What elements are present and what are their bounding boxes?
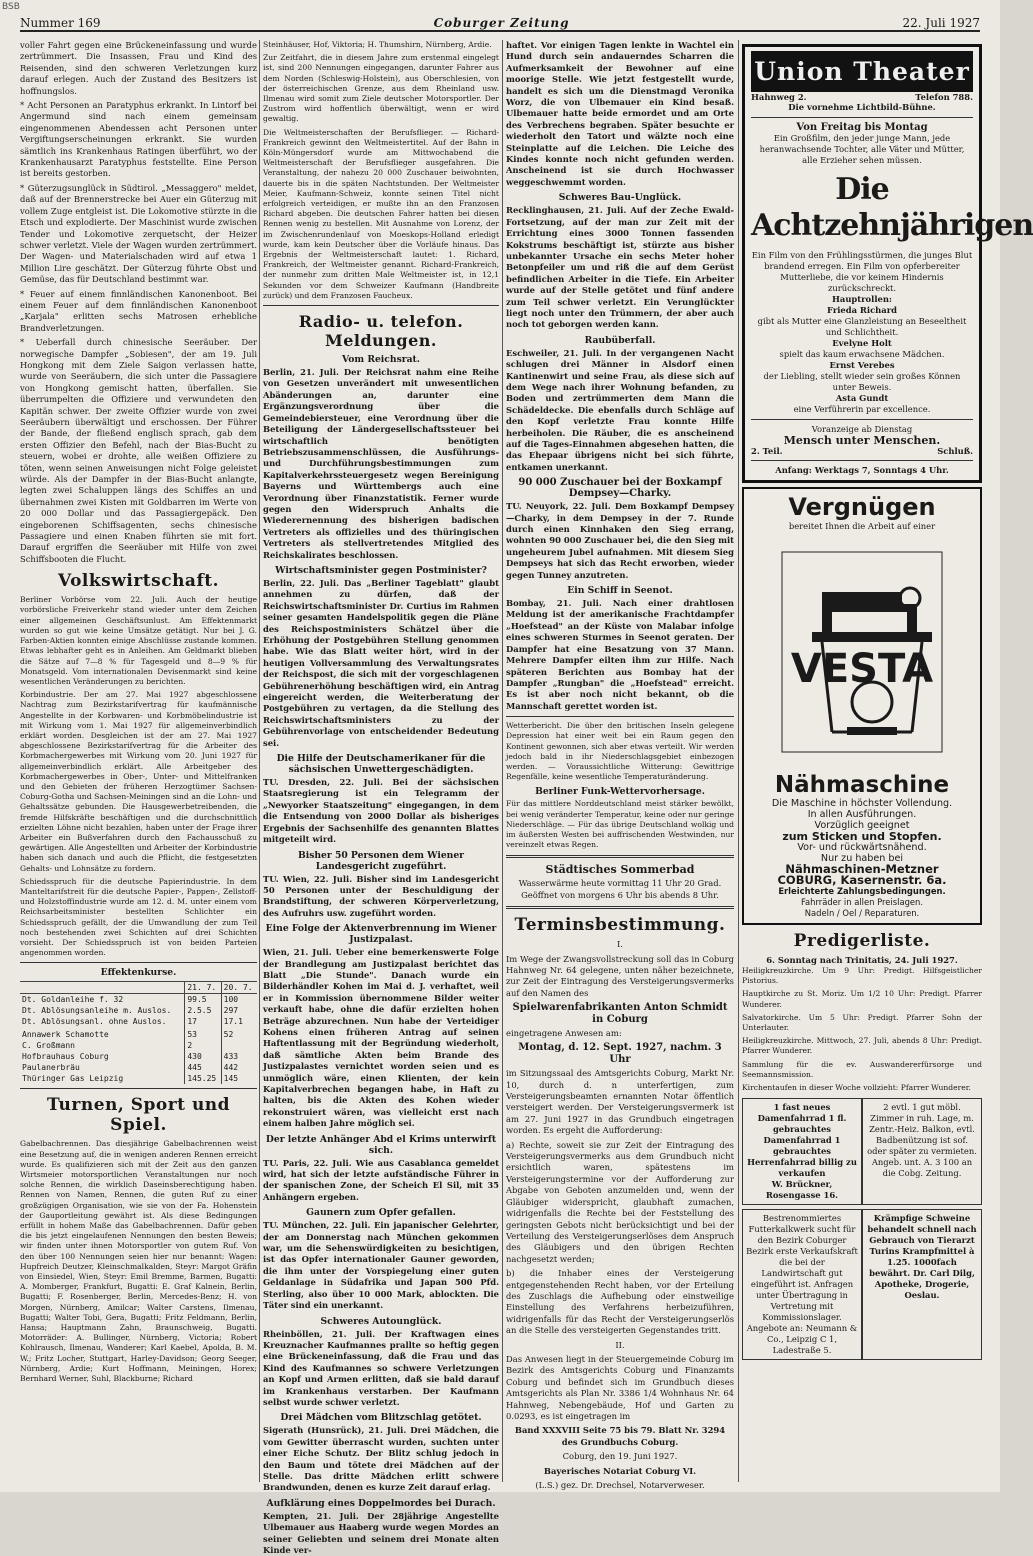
article-text: Sigerath (Hunsrück), 21. Juli. Drei Mädchen, die vom Gewitter überrascht wurden, suchten unter einer Eiche Schutz. Der Blitz schlug jedoch in den Baum und tötete drei Mädchen auf der Stelle. Das dritte Mädchen erlitt schwere Brandwunden, denen es kurze Zeit darauf erlag.	[263, 1425, 499, 1493]
ad-dealer: Nähmaschinen-Metzner	[785, 862, 939, 876]
ad-cast-name: Asta Gundt	[835, 393, 889, 403]
table-cell: 430	[185, 1051, 221, 1062]
notice-owner: Spielwarenfabrikanten Anton Schmidt in Coburg	[512, 1002, 728, 1025]
article-text: Korbindustrie. Der am 27. Mai 1927 abgeschlossene Nachtrag zum Bezirkstarifvertrag für kaufmännische Angestellte in der Korbwaren- und Korbmöbelindustrie ist mit Wirkung vom 1. Mai 1927 für allgemeinverbindlich erklärt worden. Desgleichen ist der am 27. Mai 1927 abgeschlossene Bezirkstarifvertrag für die Arbeiter des Korbmachergewerbes mit Wirkung vom 20. Juni 1927 für allgemeinverbindlich erklärt. Alle Arbeitgeber des Korbmachergewerbes in Ober-, Unter- und Mittelfranken und den Gebieten der früheren Herzogtümer Sachsen-Coburg-Gotha und Sachsen-Meiningen sind an die Lohn- und Gehaltssätze gebunden. Die Hausgewerbetreibenden, die fremde Hilfskräfte beschäftigen und die durchschnittlich erzielten Löhne nicht bezahlen, haben unter der Frage ihrer Arbeiter ein Bußverfahren durch den Fachausschuß zu gewärtigen. Alle Angestellten und Arbeiter der Korbindustrie haben sich danach und auch die Pflicht, die festgesetzten Gehalts- und Lohnsätze zu fordern.	[20, 690, 257, 873]
notice-signature-name: (L.S.) gez. Dr. Drechsel, Notarverweser.	[535, 1480, 705, 1491]
notice-text: im Sitzungssaal des Amtsgerichts Coburg, Markt Nr. 10, durch d. n unterfertigen, zum Versteigerungsbeamten ernannten Notar öffentlich versteigert werden. Der Versteigerungsvermerk ist am 27. Juni 1927 in das Grundbuch eingetragen worden. Es ergeht die Aufforderung:	[506, 1068, 734, 1136]
table-cell: 99.5	[185, 994, 221, 1006]
table-cell	[20, 982, 185, 994]
small-ads	[742, 1096, 982, 1362]
column-rule	[259, 40, 260, 1482]
table-row	[20, 1005, 257, 1016]
ad-address-row	[751, 92, 973, 102]
table-row	[20, 1062, 257, 1073]
article-text: Die Weltmeisterschaften der Berufsflieger. — Richard-Frankreich gewinnt den Weltmeistertitel. Auf der Bahn in Köln-Müngersdorf wurde am Mittwochabend die Weltmeisterschaft der Berufsflieger ausgefahren. Die Veranstaltung, der nahezu 20 000 Zuschauer beiwohnten, dauerte bis in die späten Nachtstunden. Der Weltmeister Meier, Kaufmann-Schweiz, konnte seinen Titel nicht erfolgreich verteidigen, er mußte ihn an den Franzosen Richard abgeben. Die deutschen Fahrer hatten bei diesen Rennen wenig zu bestellen. Mit Ausnahme von Lorenz, der im Zwischenrundenlauf von Moeskops-Holland erledigt wurde, kam kein Deutscher über die Vorläufe hinaus. Das Ergebnis der Weltmeisterschaft lautet: 1. Richard, Frankreich, der Weltmeister genannt. Richard-Frankreich, der nunmehr zum dritten Male Weltmeister ist, in 12,1 Sekunden vor dem Schweizer Kaufmann (Handbreite zurück) und dem Franzosen Faucheux.	[263, 127, 499, 300]
section-heading-volkswirtschaft: Volkswirtschaft.	[57, 571, 220, 592]
article-text: TU. Neuyork, 22. Juli. Dem Boxkampf Dempsey—Charky, in dem Dempsey in der 7. Runde durch einen Kinnhaken den Sieg errang, wohnten 90 000 Zuschauer bei, die den Sieg mit ungeheurem Jubel aufnahmen. Mit diesem Sieg Dempseys hat sich das Recht erworben, wieder gegen Tunney anzutreten.	[506, 501, 734, 580]
table-row	[20, 1029, 257, 1040]
table-cell: 52	[221, 1029, 257, 1040]
ad-text: Ein Großfilm, den jeder junge Mann, jede heranwachsende Tochter, alle Väter und Mütter, alle Erzieher sehen müssen.	[759, 133, 965, 165]
roman-numeral: II.	[615, 1339, 625, 1350]
article-text: Eschweiler, 21. Juli. In der vergangenen Nacht schlugen drei Männer in Alsdorf einen Kantinenwirt und seine Frau, als diese sich auf dem Wege nach ihrer Wohnung befanden, zu Boden und zertrümmerten dem Mann die Schädeldecke. Die ebenfalls durch Schläge auf den Kopf verletzte Frau konnte Hilfe herbeiholen. Die Räuber, die es anscheinend auf die Tages-Einnahmen abgesehen hatten, die das Ehepaar übrigens nicht bei sich führte, entkamen unerkannt.	[506, 347, 734, 472]
headline: Schweres Bau-Unglück.	[558, 192, 682, 204]
table-cell: 20. 7.	[221, 982, 257, 994]
ad-cast-name: Evelyne Holt	[832, 338, 892, 348]
ad-text: Die Maschine in höchster Vollendung.	[771, 798, 953, 809]
ad-text: Bestrenommiertes Futterkalkwerk sucht für den Bezirk Coburger Bezirk erste Verkaufskraft die bei der Landwirtschaft gut eingeführt ist. Anfragen unter Übertragung in Vertretung mit Kommissionslager. Angebote an: Neumann & Co., Leipzig C 1, Ladestraße 5.	[746, 1213, 858, 1356]
ad-text: gibt als Mutter eine Glanzleistung an Beseeltheit und Schlichtheit.	[757, 316, 967, 337]
table-cell: 21. 7.	[185, 982, 221, 994]
divider	[506, 855, 734, 858]
table-cell: 2	[185, 1040, 221, 1051]
film-title: Die Achtzehnjährigen	[751, 172, 1033, 243]
list-item: Heiligkreuzkirche. Um 9 Uhr: Predigt. Hilfsgeistlicher Pistorius.	[742, 966, 982, 986]
notice-text: b) die Inhaber eines der Versteigerung entgegenstehenden Recht haben, vor der Erteilung des Zuschlags die Aufhebung oder einstweilige Einstellung des Verfahrens herbeizuführen, widrigenfalls für das Recht der Versteigerungserlös an die Stelle des versteigerten Gegenstandes tritt.	[506, 1268, 734, 1336]
headline: Schweres Autounglück.	[320, 1315, 442, 1327]
ad-headline: Vergnügen	[788, 493, 936, 521]
issue-number: Nummer 169	[20, 16, 101, 30]
divider	[506, 906, 734, 909]
list-item: Sammlung für die ev. Auswandererfürsorge und Seemannsmission.	[742, 1059, 982, 1079]
table-cell: 442	[221, 1062, 257, 1073]
issue-date: 22. Juli 1927	[902, 16, 980, 30]
headline: Wirtschaftsminister gegen Postminister?	[275, 564, 487, 576]
room-ad	[862, 1098, 982, 1205]
ad-title: Union Theater	[751, 51, 973, 92]
brand-lettering: VESTA	[790, 646, 934, 692]
headline: Vom Reichsrat.	[342, 354, 420, 366]
table-cell	[221, 1040, 257, 1051]
article-text: Wien, 21. Juli. Ueber eine bemerkenswerte Folge der Brandlegung am Justizpalast berichtet das Blatt „Die Stunde". Danach wurde ein Bilderhändler Kohen im Mai d. J. verhaftet, weil er in Kommission übernommene Bilder weiter verkauft habe, ohne die dafür erzielten hohen Beträge abzurechnen. Nun habe der Verteidiger Kohens einen früheren Antrag auf seinen Haftentlassung mit der Begründung wiederholt, daß sämtliche Akten beim Brande des Justizpalastes vernichtet worden seien und es unmöglich wäre, einen Klienten, der kein Kapitalverbrechen begangen habe, in Haft zu halten, bis die Akten des Kohen wieder rekonstruiert wären, was vielleicht erst nach einem halben Jahre möglich sei.	[263, 947, 499, 1129]
ad-text: Ein Film von den Frühlingsstürmen, die junges Blut brandend erregen. Ein Film von opferbereiter Mutterliebe, die vor keinem Hindernis zurückschreckt.	[751, 250, 973, 293]
ad-times: Anfang: Werktags 7, Sonntags 4 Uhr.	[775, 465, 949, 475]
divider	[751, 419, 973, 420]
sport-section	[20, 1139, 257, 1384]
headline: Berliner Funk-Wettervorhersage.	[535, 786, 705, 798]
notice-text: a) Rechte, soweit sie zur Zeit der Eintragung des Versteigerungsvermerks aus dem Grundbuch nicht ersichtlich waren, spätestens im Versteigerungstermine vor der Aufforderung zur Abgabe von Geboten anzumelden und, wenn der Gläubiger widerspricht, glaubhaft zumachen, widrigenfalls die Rechte bei der Feststellung des geringsten Gebots nicht berücksichtigt und bei der Verteilung des Versteigerungserlöses dem Anspruch des Gläubigers und den übrigen Rechten nachgesetzt werden;	[506, 1139, 734, 1264]
ad-text: Voranzeige ab Dienstag	[811, 424, 913, 434]
notice-text: Das Anwesen liegt in der Steuergemeinde Coburg im Bezirk des Amtsgerichts Coburg und Finanzamts Coburg und befindet sich im Grundbuch dieses Amtsgerichts als Plan Nr. 3386 1/4 Wohnhaus Nr. 64 Hahnweg, Nebengebäude, Hof und Garten zu 0.0293, es ist eingetragen im	[506, 1353, 734, 1422]
union-theater-ad	[742, 44, 1033, 483]
library-stamp: BSB	[2, 2, 20, 12]
headline: Gaunern zum Opfer gefallen.	[306, 1207, 456, 1219]
article-text: TU. Paris, 22. Juli. Wie aus Casablanca gemeldet wird, hat sich der letzte aufständische Führer in der spanischen Zone, der Scheich El Sil, mit 35 Anhängern ergeben.	[263, 1157, 499, 1202]
table-cell: Thüringer Gas Leipzig	[22, 1074, 124, 1084]
ad-text: 2 evtl. 1 gut möbl. Zimmer in ruh. Lage, m. Zentr.-Heiz. Balkon, evtl. Badbenützung ist sof. oder später zu vermieten. Angeb. unt. A. 3 100 an die Cobg. Zeitung.	[867, 1102, 977, 1179]
article-text: haftet. Vor einigen Tagen lenkte in Wachtel ein Hund durch sein andauerndes Scharren die Aufmerksamkeit der Bewohner auf eine moorige Stelle. Wie jetzt festgestellt wurde, handelt es sich um die Dienstmagd Veronika Worz, die von Ulbemauer ein Kind besaß. Ulbemauer hatte beide ermordet und am Orte des Verbrechens begraben. Später besuchte er wiederholt den Tatort und wälzte noch eine Steinplatte auf die Leichen. Die Leiche des Kindes konnte noch nicht gefunden werden. Anscheinend ist sie durch Hochwasser weggeschwemmt worden.	[506, 40, 734, 187]
table-cell: 17	[185, 1016, 221, 1027]
article-text: TU. Wien, 22. Juli. Bisher sind im Landesgericht 50 Personen unter der Beschuldigung der Brandstiftung, der schweren Körperverletzung, des Aufruhrs usw. zugeführt worden.	[263, 873, 499, 918]
article-text: Recklinghausen, 21. Juli. Auf der Zeche Ewald-Fortsetzung, auf der man zur Zeit mit der Errichtung eines 3000 Tonnen fassenden Kokstrums beschäftigt ist, stürzte aus bisher unbekannter Ursache ein sechs Meter hoher Betonpfeiler um und riß die auf dem Gerüst befindlichen Arbeiter in die Tiefe. Ein Arbeiter wurde auf der Stelle getötet und fünf andere zum Teil schwer verletzt. Ein Verunglückter liegt noch unter den Trümmern, der aber auch noch tot geborgen werden kann.	[506, 205, 734, 330]
job-ad	[742, 1209, 862, 1360]
ad-text: Nur zu haben bei	[820, 853, 904, 864]
ad-text: 1 fast neues Damenfahrrad 1 fl. gebrauchtes Damenfahrrad 1 gebrauchtes Herrenfahrrad billig zu verkaufen	[747, 1102, 857, 1179]
article-text: * Acht Personen an Paratyphus erkrankt. In Lintorf bei Angermund sind nach einem gemeinsam eingenommenen Abendessen acht Personen unter Vergiftungserscheinungen erkrankt. Sie wurden sämtlich ins Krankenhaus Ratingen überführt, wo der Krankenhausarzt Paratyphus feststellte. Eine Person ist bereits gestorben.	[20, 100, 257, 179]
economy-section	[20, 595, 257, 958]
headline: Eine Folge der Aktenverbrennung im Wiener Justizpalast.	[265, 923, 497, 946]
vesta-ad	[742, 487, 982, 925]
article-text: Steinhäuser, Hof, Viktoria; H. Thumshirn, Nürnberg, Ardie.	[263, 40, 492, 49]
table-row	[20, 1073, 257, 1084]
list-item: Heiligkreuzkirche. Mittwoch, 27. Juli, abends 8 Uhr: Predigt. Pfarrer Wunderer.	[742, 1036, 982, 1056]
ad-text: Vorzüglich geeignet	[814, 820, 910, 831]
ad-text: Krämpfige Schweine behandelt schnell nach Gebrauch von Tierarzt Turins Krampfmittel à 1.25. 1000fach bewährt. Dr. Carl Dilg, Apotheke, Drogerie, Oeslau.	[867, 1213, 977, 1301]
column-rule	[502, 40, 503, 1482]
table-cell: Dt. Ablösungsanl. ohne Auslos.	[22, 1017, 167, 1027]
ad-phone: Telefon 788.	[915, 92, 973, 102]
article-text: TU. Dresden, 22. Juli. Bei der sächsischen Staatsregierung ist ein Telegramm der „Newyorker Staatszeitung" eingegangen, in dem die Entsendung von 2000 Dollar als bisheriges Ergebnis der Sachsenhilfe des genannten Blattes mitgeteilt wird.	[263, 777, 499, 845]
notice-text: Im Wege der Zwangsvollstreckung soll das in Coburg Hahnweg Nr. 64 gelegene, unten näher bezeichnete, zur Zeit der Eintragung des Versteigerungsvermerks auf den Namen des	[506, 953, 734, 998]
section-heading-predigerliste: Predigerliste.	[793, 931, 931, 951]
table-cell: 297	[221, 1005, 257, 1016]
headline: Bisher 50 Personen dem Wiener Landesgericht zugeführt.	[297, 849, 465, 872]
headline: Aufklärung eines Doppelmordes bei Durach.	[266, 1497, 496, 1509]
product-name: Nähmaschine	[774, 772, 950, 798]
article-text: Berlin, 21. Juli. Der Reichsrat nahm eine Reihe von Gesetzen unverändert mit unwesentlichen Abänderungen an, darunter eine Ergänzungsverordnung über die Gemeindebiersteuer, eine Verordnung über die Beteiligung der Ländergesellschaftssteuer bei wirtschaftlich benötigten Betriebszusammenschlüssen, die Ausführungs- und Durchführungsbestimmungen zum Kapitalverkehrssteuergesetz wegen Bereinigung Bayerns und Württembergs auch eine Verordnung über Finanzstatistik. Ferner wurde gegen den Widerspruch Anhalts die Wiederernennung des bisherigen badischen Vertreters als offizielles und des thüringischen Vertreters als stellvertretendes Mitglied des Reichskalirates beschlossen.	[263, 367, 499, 560]
table-cell: Dt. Goldanleihe f. 32	[22, 995, 124, 1005]
table-cell: Dt. Ablösungsanleihe m. Auslos.	[22, 1006, 172, 1016]
divider	[263, 305, 499, 306]
headline: Raubüberfall.	[584, 334, 656, 346]
table-cell: 145	[221, 1073, 257, 1084]
divider	[20, 962, 257, 963]
ad-cast-name: Frieda Richard	[827, 305, 897, 315]
column-3	[506, 40, 734, 1491]
table-cell: 2.5.5	[185, 1005, 221, 1016]
article-text: * Güterzugsunglück in Südtirol. „Messaggero" meldet, daß auf der Brennerstrecke bei Auer ein Güterzug mit vollem Zuge entgleist ist. Die Lokomotive stürzte in die Etsch und explodierte. Der Maschinist wurde zwischen Tender und Lokomotive zerquetscht, der Heizer schwer verletzt. Viele der Wagen wurden zertrümmert. Der Wagen- und Materialschaden wird auf etwa 1 Million Lire geschätzt. Der Güterzug führte Obst und Gemüse, das für Deutschland bestimmt war.	[20, 182, 257, 285]
predigt-date: 6. Sonntag nach Trinitatis, 24. Juli 1927.	[766, 955, 958, 965]
ad-text: bereitet Ihnen die Arbeit auf einer	[788, 521, 936, 531]
weather-section	[506, 721, 734, 782]
divider	[506, 716, 734, 717]
ad-tagline: Die vornehme Lichtbild-Bühne.	[788, 102, 936, 112]
pig-remedy-ad	[862, 1209, 982, 1360]
notice-text: Band XXXVIII Seite 75 bis 79. Blatt Nr. 3294 des Grundbuchs Coburg.	[514, 1425, 726, 1447]
table-cell: 100	[221, 994, 257, 1006]
ad-text: eine Verführerin par excellence.	[793, 404, 931, 414]
sport-continued	[263, 40, 499, 301]
table-row	[20, 1016, 257, 1027]
notice-text: Wasserwärme heute vormittag 11 Uhr 20 Grad. Geöffnet von morgens 6 Uhr bis abends 8 Uhr.	[518, 878, 722, 900]
article-text: Kempten, 21. Juli. Der 28jährige Angestellte Ulbemauer aus Haaberg wurde wegen Mordes an seiner Geliebten und seinem drei Monate alten Kinde ver-	[263, 1510, 499, 1556]
bicycle-ad	[742, 1098, 862, 1205]
article-text: TU. München, 22. Juli. Ein japanischer Gelehrter, der am Donnerstag nach München gekommen war, um die Sehenswürdigkeiten zu besichtigen, ist das Opfer internationaler Gauner geworden, die ihm unter der Vorspiegelung einer guten Geldanlage in Südafrika und Japan 500 Pfd. Sterling, also über 10 000 Mark, ablockten. Die Täter sind ein unerkannt.	[263, 1220, 499, 1311]
ad-text: zum Sticken und Stopfen.	[782, 830, 942, 843]
article-text: Wetterbericht. Die über den britischen Inseln gelegene Depression hat einer weit bei ein Raum gegen den Kontinent gewonnen, sich aber etwas verteilt. Wir werden jedoch bald in ihr Niederschlagsgebiet einbezogen werden. — Voraussichtliche Witterung: Gewittrige Regenfälle, keine wesentliche Temperaturänderung.	[506, 721, 734, 782]
article-text: Berlin, 22. Juli. Das „Berliner Tageblatt" glaubt annehmen zu dürfen, daß der Reichswirtschaftsminister Dr. Curtius im Rahmen seiner gesamten Handelspolitik gegen die Pläne des Reichspostministers Schätzel über die Erhöhung der Postgebühren Stellung genommen habe. Wie das Blatt weiter hört, wird in der heutigen Vollversammlung des Verwaltungsrates der Reichspost, die sich mit der vorgeschlagenen Gebührenerhöhung beschäftigen wird, ein Antrag eingereicht werden, die Weiterberatung der Postgebühren zu vertagen, da die Stellung des Reichswirtschaftsministers zu der Gebührenvorlage von entscheidender Bedeutung sei.	[263, 577, 499, 748]
article-text: Zur Zeitfahrt, die in diesem Jahre zum erstenmal eingelegt ist, sind 200 Nennungen eingegangen, darunter Fahrer aus dem Norden (Schleswig-Holstein), aus Oberschlesien, von der österreichischen Grenze, aus dem Rheinland usw. Ilmenau wird somit zum Ziele deutscher Motorsportler. Der Zustrom wird hoffentlich überwältigt, wenn er wird gewaltig.	[263, 53, 499, 124]
article-text: Rheinböllen, 21. Juli. Der Kraftwagen eines Kreuznacher Kaufmannes prallte so heftig gegen eine Brückeneinfassung, daß die Frau und das Kind des Kaufmannes so schwere Verletzungen an Kopf und Armen erlitten, daß sie bald darauf im Krankenhaus verstarben. Der Kaufmann selbst wurde schwer verletzt.	[263, 1328, 499, 1407]
ad-cast-heading: Hauptrollen:	[831, 294, 893, 304]
headline: Drei Mädchen vom Blitzschlag getötet.	[280, 1412, 482, 1424]
sewing-machine-illustration	[750, 532, 974, 772]
list-item: Kirchentaufen in dieser Woche vollzieht: Pfarrer Wunderer.	[742, 1083, 971, 1093]
article-text: voller Fahrt gegen eine Brückeneinfassung und wurde zertrümmert. Die Insassen, Frau und Kind des Reisenden, sind den schweren Verletzungen kurz darauf erlegen. Auch der Zustand des Besitzers ist hoffnungslos.	[20, 40, 257, 96]
stock-table	[20, 981, 257, 1084]
divider	[751, 460, 973, 461]
table-row	[20, 994, 257, 1006]
roman-numeral: I.	[617, 939, 623, 950]
masthead	[20, 8, 980, 32]
headline: Der letzte Anhänger Abd el Krims unterwirft sich.	[265, 1133, 497, 1156]
ad-text: Fahrräder in allen Preislagen.	[800, 897, 924, 907]
ad-text: der Liebling, stellt wieder sein großes Können unter Beweis.	[763, 371, 961, 392]
article-text: Für das mittlere Norddeutschland meist stärker bewölkt, bei wenig veränderter Temperatur, keine oder nur geringe Niederschläge. — Für das übrige Deutschland wolkig und im äußersten Westen bei auffrischenden Westwinden, nur vereinzelt etwas Regen.	[506, 799, 734, 850]
notice-date: Montag, d. 12. Sept. 1927, nachm. 3 Uhr	[518, 1042, 722, 1065]
table-cell: 433	[221, 1051, 257, 1062]
ad-text: Erleichterte Zahlungsbedingungen.	[778, 886, 946, 896]
article-text: * Ueberfall durch chinesische Seeräuber. Der norwegische Dampfer „Sobiesen", der am 19. Juli Hongkong mit dem Ziele Saigon verlassen hatte, wurde von Seeräubern, die sich unter die Passagiere von Hongkong gemischt hatten, überfallen. Sie überrumpelten die Offiziere und verwundeten den Kapitän schwer. Der zweite Offizier wurde von zwei Seeräubern überwältigt und erschossen. Der Führer der Bande, der fließend englisch sprach, gab dem ersten Offizier den Befehl, nach der Bias-Bucht zu steuern, wobei er drohte, alle weißen Offiziere zu töten, wenn seinen Anweisungen nicht Folge geleistet würde. Als der Dampfer in der Bias-Bucht anlangte, legten zwei Schaluppen längs des Schiffes an und übernahmen zwei Kisten mit Goldbarren im Werte von 20 000 Dollar und das Passagiergepäck. Den eingeborenen Schiffsagenten, sechs chinesische Passagiere und einen Knaben führten sie mit fort. Darauf ergriffen die Seeräuber mit Hilfe von zwei Schiffsbooten die Flucht.	[20, 337, 257, 564]
section-heading-effektenkurse: Effektenkurse.	[100, 967, 177, 979]
table-cell: 53	[185, 1029, 221, 1040]
headline: 90 000 Zuschauer bei der Boxkampf Dempsey—Charky.	[518, 477, 722, 500]
ad-text: In allen Ausführungen.	[807, 809, 917, 820]
ad-address: COBURG, Kasernenstr. 6a.	[777, 873, 947, 887]
table-cell: 445	[185, 1062, 221, 1073]
notice-signature: Bayerisches Notariat Coburg VI.	[543, 1465, 697, 1476]
article-text: * Feuer auf einem finnländischen Kanonenboot. Bei einem Feuer auf dem finnländischen Kanonenboot „Karjala" erlitten sechs Matrosen erhebliche Brandverletzungen.	[20, 288, 257, 333]
ad-text: Vor- und rückwärtsnähend.	[797, 842, 927, 853]
predigt-list	[742, 966, 982, 1093]
article-text: Bombay, 21. Juli. Nach einer drahtlosen Meldung ist der amerikanische Frachtdampfer „Hoefstead" an der Küste von Malabar infolge eines schweren Sturmes in Seenot geraten. Der Dampfer hat eine Besatzung von 37 Mann. Mehrere Dampfer eilten ihm zur Hilfe. Nach späteren Berichten aus Bombay hat der Dampfer „Rungban" die „Hoefstead" erreicht. Es ist aber noch nicht bekannt, ob die Mannschaft gerettet worden ist.	[506, 598, 734, 711]
notice-place-date: Coburg, den 19. Juni 1927.	[562, 1451, 678, 1462]
ad-cast-name: Ernst Verebes	[829, 360, 895, 370]
notice-heading-termin: Terminsbestimmung.	[514, 915, 726, 936]
list-item: Salvatorkirche. Um 5 Uhr: Predigt. Pfarrer Sohn der Unterlauter.	[742, 1012, 982, 1033]
column-rule	[738, 40, 739, 1482]
article-text: Berliner Vorbörse vom 22. Juli. Auch der heutige vorbörsliche Freiverkehr stand wieder unter dem Zeichen einer allgemeinen Geschäftsunlust. Am Effektenmarkt wurden so gut wie keine Umsätze getätigt. Nur bei J. G. Farben-Aktien konnten einige Abschlüsse zustande kommen. Etwas lebhafter geht es in Anleihen. Am Geldmarkt blieben die Sätze auf 7—8 % für Tagesgeld und 8—9 % für Monatsgeld. Vom internationalen Devisenmarkt sind keine wesentlichen Veränderungen zu berichten.	[20, 595, 257, 686]
ad-text: 2. Teil.	[751, 446, 783, 456]
list-item: Hauptkirche zu St. Moriz. Um 1/2 10 Uhr: Predigt. Pfarrer Wunderer.	[742, 989, 982, 1009]
article-text: Schiedsspruch für die deutsche Papierindustrie. In dem Manteltarifstreit für die deutsche Papier-, Pappen-, Zellstoff- und Holzstoffindustrie wurde am 12. d. M. unter einem vom Reichsarbeitsminister bestellten Schlichter ein Schiedsspruch gefällt, der die Umwandlung der zum Teil noch bestehenden zwei Schichten auf drei Schichten vorsieht. Der Schiedsspruch ist von beiden Parteien angenommen worden.	[20, 876, 257, 958]
ad-text: spielt das kaum erwachsene Mädchen.	[779, 349, 945, 359]
notice-heading-sommerbad: Städtisches Sommerbad	[545, 863, 695, 877]
column-4-ads	[742, 40, 1033, 1482]
article-text: Gabelbachrennen. Das diesjährige Gabelbachrennen weist eine Besetzung auf, die in wenigen anderen Rennen erreicht wurde. Es qualifizieren sich mit der Zeit aus den ganzen Wirtsmeier motorsportlichen Veranstaltungen nur noch solche Rennen, die wirklich Daseinsberechtigung haben. Rennen von Namen, Rennen, die guten Ruf zu einer großzügigen Organisation, wie sie von der Fa. Hohenstein der Gauportleitung gewährt ist. Als diese Bedingungen erfüllt in hohem Maße das Gabelbachrennen. Dafür geben die bis jetzt eingelaufenen Nennungen den besten Beweis; wir finden unter ihnen Motorsportler von gutem Ruf. Von den über 100 Nennungen seien hier nur benannt: Wagen: Hupfreich Deutzer, Kleinschmalkalden, Steyr: Margot Gräfin von Einsiedel, Wien, Steyr: Emil Bremme, Barmen, Bugatti: A. Momberger, Frankfurt, Bugatti: E. Graf Kalnein, Berlin, Bugatti; F. Rosenberger, Berlin, Mercedes-Benz; H. von Morgen, Nürnberg, Amilcar; Walter Carstens, Ilmenau, Bugatti; Walter Tobi, Gera, Bugatti; Fritz Feldmann, Berlin, Hansa; Hauptmann Zahn, Braunschweig, Bugatti. Motorräder: A. Bullinger, Nürnberg, Victoria; Robert Kohlrausch, Ilmenau, Wanderer; Karl Kaebel, Apolda, B. M. W.; Fritz Locher, Stuttgart, Harley-Davidson; Georg Seeger, Nürnberg, Ardie; Kurt Hoffmann, Meiningen, Horex; Bernhard Werner, Suhl, Blackburne; Richard	[20, 1139, 257, 1384]
table-row	[20, 1040, 257, 1051]
table-cell: 145.25	[185, 1073, 221, 1084]
ad-text: Schluß.	[937, 446, 973, 456]
table-cell: C. Großmann	[22, 1041, 75, 1051]
divider	[20, 1088, 257, 1089]
ad-text: W. Brückner, Rosengasse 16.	[765, 1179, 839, 1201]
ad-text: Nadeln / Oel / Reparaturen.	[804, 908, 920, 918]
column-2	[263, 40, 499, 1556]
newspaper-title: Coburger Zeitung	[433, 16, 570, 30]
headline: Die Hilfe der Deutschamerikaner für die sächsischen Unwettergeschädigten.	[276, 753, 486, 776]
table-cell: Annawerk Schamotte	[22, 1030, 109, 1040]
column-1	[20, 40, 257, 1482]
table-row	[20, 1051, 257, 1062]
section-heading-sport: Turnen, Sport und Spiel.	[46, 1095, 231, 1136]
predigerliste	[742, 931, 982, 1093]
table-header-row	[20, 982, 257, 994]
divider	[751, 117, 973, 118]
ad-preview-film: Mensch unter Menschen.	[783, 434, 941, 447]
section-heading-radio: Radio- u. telefon. Meldungen.	[298, 312, 464, 351]
ad-dates: Von Freitag bis Montag	[796, 122, 928, 133]
ad-address: Hahnweg 2.	[751, 92, 807, 102]
notice-text: eingetragene Anwesen am:	[506, 1028, 622, 1039]
table-cell: Paulanerbräu	[22, 1063, 80, 1073]
weather-forecast	[506, 799, 734, 850]
ad-part-row	[751, 446, 973, 456]
table-cell: Hofbrauhaus Coburg	[22, 1052, 109, 1062]
headline: Ein Schiff in Seenot.	[567, 585, 673, 597]
table-cell: 17.1	[221, 1016, 257, 1027]
